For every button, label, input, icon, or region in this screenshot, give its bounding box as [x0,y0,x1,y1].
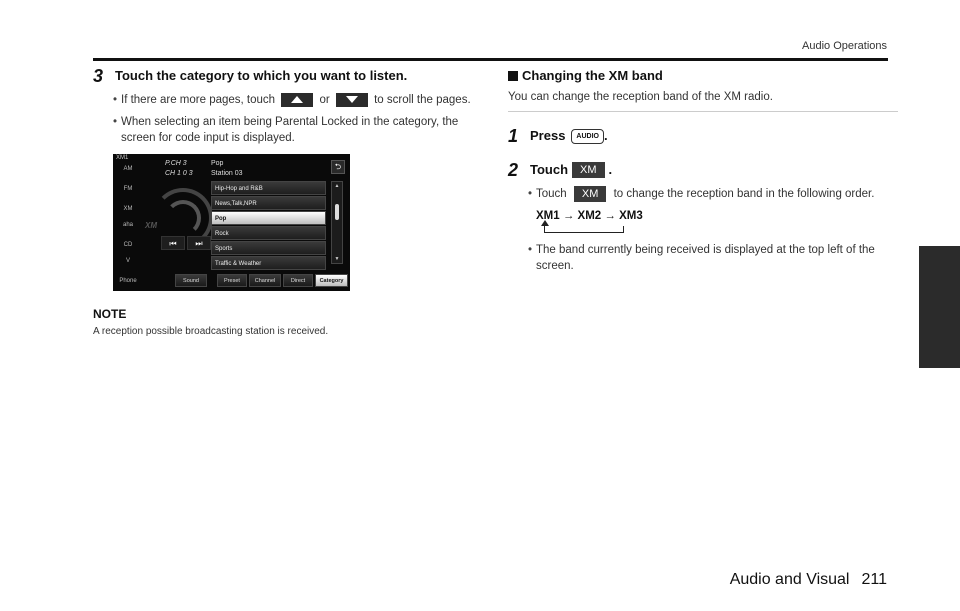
bullet-text-post: to scroll the pages. [374,94,471,106]
screen-cd-button: CD [123,242,133,248]
scroll-up-key-icon [281,93,313,107]
section-title: Changing the XM band [522,68,663,83]
xm-key-icon: XM [572,162,605,178]
category-list-item: Rock [211,226,326,240]
step-text: Touch XM . [530,160,612,180]
category-list-item: Sports [211,241,326,255]
screen-button-sound: Sound [175,274,207,287]
left-column [93,66,473,338]
xm-key-icon: XM [574,186,607,202]
category-list-item: Hip-Hop and R&B [211,181,326,195]
right-column [508,66,890,274]
section-rule [508,111,898,112]
footer-section: Audio and Visual [729,571,850,588]
screen-button-category: Category [315,274,348,287]
screen-v-button: V [125,258,130,264]
step-1 [508,126,890,146]
page-footer [730,571,887,589]
scroll-up-arrow-icon: ▲ [334,183,340,189]
category-list-item: News,Talk,NPR [211,196,326,210]
step-label: Press [530,128,566,143]
bullet-scroll [93,92,473,108]
header-rule [93,58,888,61]
band-sequence-text: XM1 → XM2 → XM3 [536,210,643,223]
signal-arc-inner-icon [165,200,201,236]
bullet-parental-lock: • When selecting an item being Parental Locked in the category, the screen for code input is displayed. [93,114,473,146]
list-scrollbar [331,181,343,264]
xm-logo: XM [145,221,157,230]
step-number: 1 [508,126,519,146]
section-square-icon [508,71,518,81]
running-header: Audio Operations [802,40,887,52]
step-text: Touch the category to which you want to listen. [115,68,408,83]
screen-band-label: XM1 [116,155,129,161]
step-2 [508,160,890,180]
screen-channel-number: CH 1 0 3 [165,170,193,177]
category-list-item: Pop [211,211,326,225]
screen-am-button: AM [123,166,133,172]
screen-phone-button: Phone [119,278,137,284]
category-list [211,181,326,271]
loop-arrow-icon [544,226,624,233]
screen-fm-button: FM [123,186,133,192]
screen-button-preset: Preset [217,274,247,287]
screen-channel-label: P.CH 3 [165,160,187,167]
bullet-text-post: to change the reception band in the following order. [613,188,875,201]
bullet-text-pre: Touch [536,188,567,201]
back-icon: ⮌ [331,160,345,174]
previous-track-icon: ⏮ [161,236,185,250]
note-text: A reception possible broadcasting station is received. [93,326,329,337]
section-subtitle: You can change the reception band of the XM radio. [508,91,773,103]
note-heading: NOTE [93,307,127,321]
next-track-icon: ⏭ [187,236,211,250]
step-number: 3 [93,66,104,86]
category-list-item: Traffic & Weather [211,256,326,270]
screen-button-channel: Channel [249,274,281,287]
screen-xm-button: XM [123,206,133,212]
band-sequence [536,210,890,236]
screen-category: Pop [211,160,224,167]
step-label: Touch [530,162,569,177]
scroll-thumb [335,204,339,220]
section-side-tab [919,246,960,368]
section-heading [508,68,890,83]
screen-station: Station 03 [211,170,243,177]
scroll-down-arrow-icon: ▼ [334,256,340,262]
screen-button-direct: Direct [283,274,313,287]
bullet-band-order [508,186,890,202]
step-number: 2 [508,160,519,180]
xm-category-screen [113,154,350,291]
step-text: Press AUDIO . [530,126,608,146]
step-3 [93,66,473,86]
bullet-text-or: or [319,94,330,106]
scroll-down-key-icon [336,93,368,107]
bullet-text-pre: If there are more pages, touch [121,94,276,106]
bullet-band-display: • The band currently being received is displayed at the top left of the screen. [508,242,890,274]
page-number: 211 [861,571,887,588]
audio-key-icon: AUDIO [571,129,604,144]
screen-aha-button: aha [122,222,133,228]
